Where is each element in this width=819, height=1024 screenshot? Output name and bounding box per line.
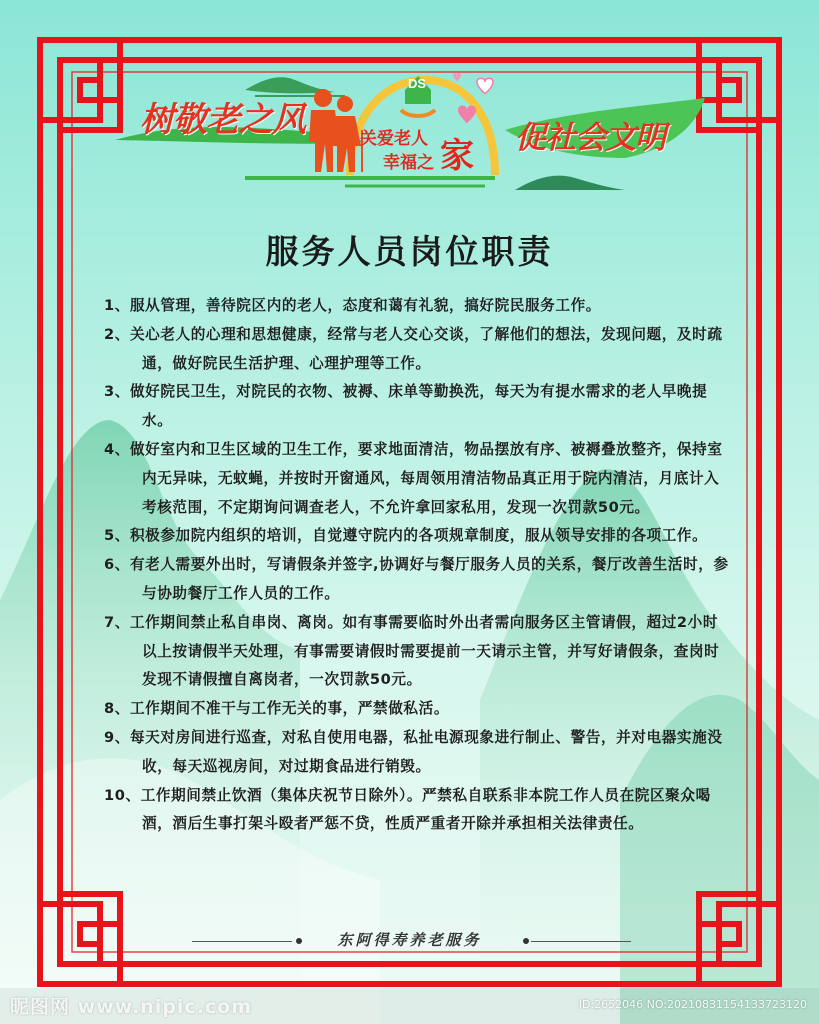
duty-item-7: 7、工作期间禁止私自串岗、离岗。如有事需要临时外出者需向服务区主管请假，超过2小时以上按请假半天处理，有事需要请假时需要提前一天请示主管，并写好请假条，查岗时发现不请假擅自离岗者，一次罚款50元。 [104, 613, 720, 689]
watermark-id: ID:2652046 NO:20210831154133723120 [578, 998, 807, 1011]
watermark-site: 昵图网 www.nipic.com [10, 996, 253, 1018]
ds-logo: DS [407, 76, 427, 91]
duty-item-8: 8、工作期间不准干与工作无关的事，严禁做私活。 [104, 700, 450, 718]
banner-love-text: 关爱老人 [360, 129, 428, 149]
duty-item-4: 4、做好室内和卫生区域的卫生工作，要求地面清洁，物品摆放有序、被褥叠放整齐，保持室内无异味，无蚊蝇，并按时开窗通风，每周领用清洁物品真正用于院内清洁，月底计入考核范围，不定期询问调查老人，不允许拿回家私用，发现一次罚款50元。 [104, 440, 723, 516]
duty-item-3: 3、做好院民卫生，对院民的衣物、被褥、床单等勤换洗，每天为有提水需求的老人早晚提水。 [104, 383, 708, 430]
page-title: 服务人员岗位职责 [265, 232, 554, 271]
duty-item-2: 2、关心老人的心理和思想健康，经常与老人交心交谈，了解他们的想法，发现问题，及时疏通，做好院民生活护理、心理护理等工作。 [104, 325, 723, 372]
duty-item-9: 9、每天对房间进行巡查，对私自使用电器，私扯电源现象进行制止、警告，并对电器实施没收，每天巡视房间，对过期食品进行销毁。 [104, 728, 723, 775]
banner-home-text: 幸福之 [383, 153, 434, 173]
duties-list [104, 292, 729, 839]
slogan-left: 树敬老之风 [140, 100, 305, 140]
banner-home-character: 家 [440, 136, 474, 176]
duty-item-6: 6、有老人需要外出时，写请假条并签字,协调好与餐厅服务人员的关系，餐厅改善生活时，参与协助餐厅工作人员的工作。 [104, 556, 729, 602]
footer-divider-right [531, 941, 631, 942]
slogan-right: 促社会文明 [515, 120, 665, 156]
footer-dot-right [523, 938, 529, 944]
footer-organization: 东阿得寿养老服务 [337, 931, 482, 949]
duty-item-10: 10、工作期间禁止饮酒（集体庆祝节日除外）。严禁私自联系非本院工作人员在院区聚众喝酒，酒后生事打架斗殴者严惩不贷，性质严重者开除并承担相关法律责任。 [104, 786, 711, 833]
duty-item-1: 1、服从管理，善待院区内的老人，态度和蔼有礼貌，搞好院民服务工作。 [104, 297, 601, 314]
duty-item-5: 5、积极参加院内组织的培训，自觉遵守院内的各项规章制度，服从领导安排的各项工作。 [104, 527, 708, 545]
